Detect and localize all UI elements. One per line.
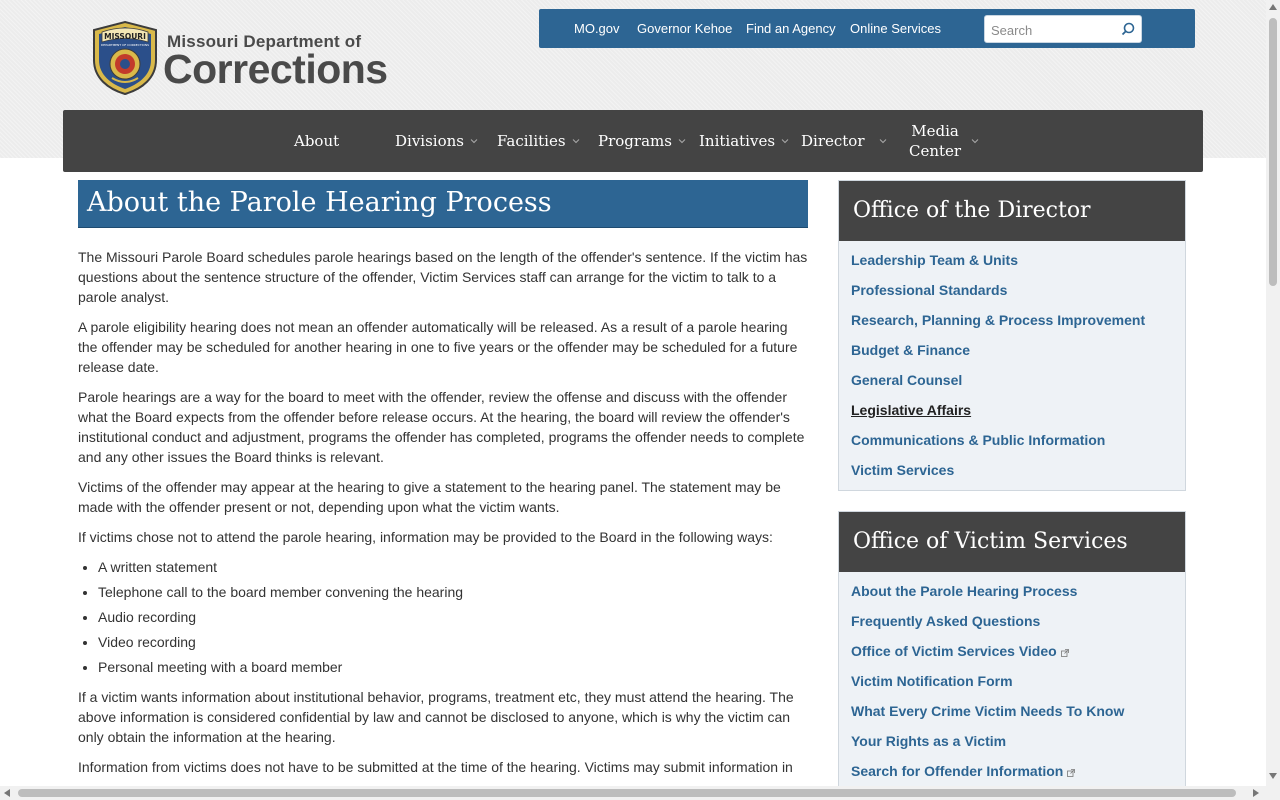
sidebar-link-legislative-affairs[interactable]: Legislative Affairs: [851, 402, 972, 418]
sidebar-link-professional-standards[interactable]: Professional Standards: [851, 282, 1008, 298]
list-item: • Personal meeting with a board member: [98, 657, 808, 677]
sidebar-link-general-counsel[interactable]: General Counsel: [851, 372, 963, 388]
chevron-down-icon: [678, 137, 686, 145]
seal-text-top: MISSOURI: [104, 32, 146, 41]
nav-label-programs: Programs: [598, 132, 672, 150]
page-title-bar: [78, 180, 808, 228]
nav-label-about: About: [294, 132, 340, 150]
scroll-down-arrow-icon[interactable]: [1269, 773, 1277, 779]
sidebar-link-parole-hearing[interactable]: About the Parole Hearing Process: [851, 583, 1078, 599]
external-link-icon: [1067, 769, 1075, 777]
util-link-find-agency[interactable]: Find an Agency: [746, 21, 836, 36]
paragraph: If victims chose not to attend the parole hearing, information may be provided to the Board in the following ways:: [78, 529, 773, 545]
scrollbar-corner: [1266, 786, 1280, 800]
sidebar-link-offender-search[interactable]: [839, 756, 1185, 786]
seal-logo: [90, 20, 160, 96]
paragraph: Victims of the offender may appear at the hearing to give a statement to the hearing panel. The statement may be made with the offender present or not, depending upon what the victim wants.: [78, 479, 781, 515]
list-item: • A written statement: [98, 557, 808, 577]
scroll-left-arrow-icon[interactable]: [4, 789, 10, 797]
util-link-mogov[interactable]: MO.gov: [574, 21, 620, 36]
logo-text-corrections: Corrections: [163, 46, 388, 92]
site-logo[interactable]: [90, 20, 410, 98]
paragraph: If a victim wants information about institutional behavior, programs, treatment etc, they must attend the hearing. The above information is considered confidential by law and cannot be disclosed to anyone, which is why the victim can only obtain the information at the hearing.: [78, 689, 794, 745]
nav-item-about[interactable]: [294, 110, 339, 172]
nav-label-director: Director: [801, 132, 865, 150]
nav-item-divisions[interactable]: [395, 110, 478, 172]
scroll-right-arrow-icon[interactable]: [1253, 789, 1259, 797]
nav-item-programs[interactable]: [598, 110, 686, 172]
sidebar-link-faq[interactable]: Frequently Asked Questions: [851, 613, 1041, 629]
chevron-down-icon: [572, 137, 580, 145]
sidebar-link-list: [839, 572, 1185, 786]
chevron-down-icon: [971, 137, 979, 145]
nav-item-initiatives[interactable]: [699, 110, 789, 172]
util-link-online-services[interactable]: Online Services: [850, 21, 942, 36]
seal-text-mid: DEPARTMENT OF CORRECTIONS: [101, 43, 149, 47]
vertical-scroll-thumb[interactable]: [1269, 18, 1277, 286]
nav-label-center: Center: [909, 142, 962, 160]
page-title: About the Parole Hearing Process: [87, 187, 552, 218]
paragraph: The Missouri Parole Board schedules parole hearings based on the length of the offender's sentence. If the victim has questions about the sentence structure of the offender, Victim Services staff can arrange for the victim to talk to a parole analyst.: [78, 249, 808, 305]
nav-item-director[interactable]: [801, 110, 887, 172]
submission-methods-list: [78, 557, 808, 677]
search-box: [984, 15, 1142, 43]
sidebar-link-communications[interactable]: Communications & Public Information: [851, 432, 1106, 448]
nav-label-initiatives: Initiatives: [699, 132, 776, 150]
chevron-down-icon: [879, 137, 887, 145]
util-link-governor[interactable]: Governor Kehoe: [637, 21, 733, 36]
nav-label-divisions: Divisions: [395, 132, 464, 150]
nav-label-media: Media: [911, 122, 959, 140]
sidebar-link-list: [839, 241, 1185, 485]
sidebar-link-victim-video[interactable]: [839, 636, 1185, 666]
sidebar-victim-services: [838, 511, 1186, 791]
utility-nav: [539, 9, 1195, 48]
search-input[interactable]: [989, 20, 1118, 40]
list-item: • Video recording: [98, 632, 808, 652]
paragraph: Parole hearings are a way for the board to meet with the offender, review the offense and discuss with the offender what the Board expects from the offender before release occurs. At the hearing, the board will review the offender's institutional conduct and adjustment, programs the offender has completed, programs the offender needs to complete and any other issues the Board thinks is relevant.: [78, 389, 805, 465]
vertical-scrollbar[interactable]: [1266, 0, 1280, 786]
list-item: • Telephone call to the board member convening the hearing: [98, 582, 808, 602]
paragraph: Information from victims does not have to be submitted at the time of the hearing. Victims may submit information in: [78, 759, 793, 775]
sidebar-link-label: Office of Victim Services Video: [851, 643, 1057, 659]
nav-label-facilities: Facilities: [497, 132, 566, 150]
chevron-down-icon: [781, 137, 789, 145]
horizontal-scroll-thumb[interactable]: [18, 789, 1236, 797]
sidebar-link-budget-finance[interactable]: Budget & Finance: [851, 342, 971, 358]
horizontal-scrollbar[interactable]: [0, 786, 1266, 800]
sidebar-director: [838, 180, 1186, 491]
sidebar-heading: Office of Victim Services: [839, 512, 1185, 572]
nav-item-media-center[interactable]: [909, 110, 979, 172]
sidebar-link-research-planning[interactable]: Research, Planning & Process Improvement: [851, 312, 1146, 328]
nav-item-facilities[interactable]: [497, 110, 580, 172]
search-icon[interactable]: [1121, 22, 1135, 36]
sidebar-link-crime-victim-needs[interactable]: What Every Crime Victim Needs To Know: [851, 703, 1125, 719]
chevron-down-icon: [470, 137, 478, 145]
sidebar-link-leadership[interactable]: Leadership Team & Units: [851, 252, 1019, 268]
sidebar-heading: Office of the Director: [839, 181, 1185, 241]
sidebar-link-victim-services[interactable]: Victim Services: [851, 462, 955, 478]
list-item: • Audio recording: [98, 607, 808, 627]
external-link-icon: [1061, 649, 1069, 657]
sidebar-link-your-rights[interactable]: Your Rights as a Victim: [851, 733, 1007, 749]
sidebar-link-label: Search for Offender Information: [851, 763, 1064, 779]
paragraph: A parole eligibility hearing does not mean an offender automatically will be released. As a result of a parole hearing the offender may be scheduled for another hearing in one to five years or the offender may be scheduled for a future release date.: [78, 319, 798, 375]
sidebar-link-notification-form[interactable]: Victim Notification Form: [851, 673, 1013, 689]
main-content: [78, 180, 808, 777]
scroll-up-arrow-icon[interactable]: [1269, 4, 1277, 10]
main-nav: [63, 110, 1203, 172]
logo-text-department: Missouri Department of: [167, 32, 362, 51]
